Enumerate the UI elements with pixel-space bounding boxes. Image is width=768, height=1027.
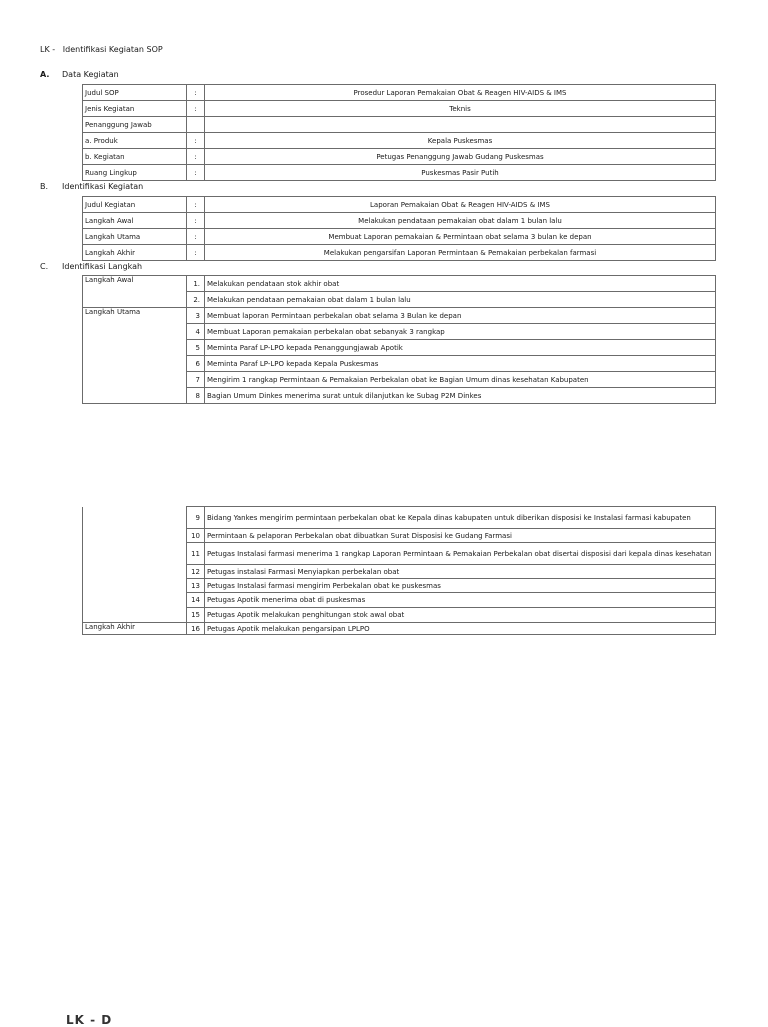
row-label: Langkah Utama xyxy=(83,229,187,245)
step-number: 6 xyxy=(187,356,205,372)
row-separator: : xyxy=(187,149,205,165)
step-number: 12 xyxy=(187,565,205,579)
row-separator: : xyxy=(187,245,205,261)
row-value: Laporan Pemakaian Obat & Reagen HIV-AIDS & IMS xyxy=(205,197,716,213)
step-description: Mengirim 1 rangkap Permintaan & Pemakaian Perbekalan obat ke Bagian Umum dinas kesehatan Kabupaten xyxy=(205,372,716,388)
table-row xyxy=(83,276,716,292)
step-description: Petugas Apotik melakukan penghitungan stok awal obat xyxy=(205,608,716,623)
table-row xyxy=(83,117,716,133)
row-label: Judul Kegiatan xyxy=(83,197,187,213)
step-description: Melakukan pendataan pemakaian obat dalam 1 bulan lalu xyxy=(205,292,716,308)
section-c-heading xyxy=(40,262,142,271)
table-row xyxy=(83,133,716,149)
step-number: 7 xyxy=(187,372,205,388)
step-number: 15 xyxy=(187,608,205,623)
step-description: Petugas Instalasi farmasi menerima 1 rangkap Laporan Permintaan & Pemakaian Perbekalan obat disertai disposisi dari kepala dinas kesehatan xyxy=(205,543,716,565)
step-number: 13 xyxy=(187,579,205,593)
step-description: Meminta Paraf LP-LPO kepada Penanggungjawab Apotik xyxy=(205,340,716,356)
row-separator: : xyxy=(187,85,205,101)
table-row xyxy=(83,308,716,324)
row-separator: : xyxy=(187,213,205,229)
step-number: 9 xyxy=(187,507,205,529)
row-label: Ruang Lingkup xyxy=(83,165,187,181)
langkah-awal-label: Langkah Awal xyxy=(83,276,187,308)
step-description: Bagian Umum Dinkes menerima surat untuk dilanjutkan ke Subag P2M Dinkes xyxy=(205,388,716,404)
row-label: Langkah Awal xyxy=(83,213,187,229)
step-number: 3 xyxy=(187,308,205,324)
table-row xyxy=(83,507,716,529)
step-number: 14 xyxy=(187,593,205,608)
row-value: Kepala Puskesmas xyxy=(205,133,716,149)
section-a-letter: A. xyxy=(40,70,50,79)
section-a-heading xyxy=(40,70,119,79)
langkah-akhir-label: Langkah Akhir xyxy=(83,623,187,635)
row-label: Penanggung Jawab xyxy=(83,117,187,133)
row-value: Prosedur Laporan Pemakaian Obat & Reagen HIV-AIDS & IMS xyxy=(205,85,716,101)
table-row xyxy=(83,229,716,245)
table-row xyxy=(83,197,716,213)
data-kegiatan-table xyxy=(82,84,716,181)
step-description: Permintaan & pelaporan Perbekalan obat dibuatkan Surat Disposisi ke Gudang Farmasi xyxy=(205,529,716,543)
step-number: 8 xyxy=(187,388,205,404)
step-description: Melakukan pendataan stok akhir obat xyxy=(205,276,716,292)
section-b-title: Identifikasi Kegiatan xyxy=(62,182,144,191)
table-row xyxy=(83,245,716,261)
row-value xyxy=(205,117,716,133)
step-description: Bidang Yankes mengirim permintaan perbekalan obat ke Kepala dinas kabupaten untuk diberikan disposisi ke Instalasi farmasi kabupaten xyxy=(205,507,716,529)
table-row xyxy=(83,213,716,229)
identifikasi-langkah-table-part1 xyxy=(82,275,716,404)
table-row xyxy=(83,85,716,101)
row-value: Melakukan pendataan pemakaian obat dalam 1 bulan lalu xyxy=(205,213,716,229)
step-description: Membuat laporan Permintaan perbekalan obat selama 3 Bulan ke depan xyxy=(205,308,716,324)
step-number: 2. xyxy=(187,292,205,308)
table-row xyxy=(83,165,716,181)
section-c-letter: C. xyxy=(40,262,49,271)
identifikasi-langkah-table-part2 xyxy=(82,506,716,635)
step-number: 4 xyxy=(187,324,205,340)
step-number: 10 xyxy=(187,529,205,543)
step-number: 11 xyxy=(187,543,205,565)
step-number: 1. xyxy=(187,276,205,292)
step-description: Membuat Laporan pemakaian perbekalan obat sebanyak 3 rangkap xyxy=(205,324,716,340)
row-value: Teknis xyxy=(205,101,716,117)
step-description: Petugas Apotik menerima obat di puskesmas xyxy=(205,593,716,608)
row-label: Jenis Kegiatan xyxy=(83,101,187,117)
step-description: Petugas Apotik melakukan pengarsipan LPLPO xyxy=(205,623,716,635)
row-label: a. Produk xyxy=(83,133,187,149)
row-label: Langkah Akhir xyxy=(83,245,187,261)
section-b-letter: B. xyxy=(40,182,49,191)
row-separator: : xyxy=(187,197,205,213)
langkah-utama-continued xyxy=(83,507,187,623)
footer-page-mark: LK - D xyxy=(66,1013,113,1027)
step-number: 16 xyxy=(187,623,205,635)
section-c-title: Identifikasi Langkah xyxy=(62,262,143,271)
row-separator xyxy=(187,117,205,133)
row-label: b. Kegiatan xyxy=(83,149,187,165)
row-separator: : xyxy=(187,133,205,149)
row-label: Judul SOP xyxy=(83,85,187,101)
section-b-heading xyxy=(40,182,143,191)
langkah-utama-label: Langkah Utama xyxy=(83,308,187,404)
page-title: LK - Identifikasi Kegiatan SOP xyxy=(40,45,163,54)
table-row xyxy=(83,623,716,635)
step-number: 5 xyxy=(187,340,205,356)
row-separator: : xyxy=(187,165,205,181)
row-value: Melakukan pengarsifan Laporan Permintaan & Pemakaian perbekalan farmasi xyxy=(205,245,716,261)
table-row xyxy=(83,149,716,165)
step-description: Petugas instalasi Farmasi Menyiapkan perbekalan obat xyxy=(205,565,716,579)
row-separator: : xyxy=(187,101,205,117)
section-a-title: Data Kegiatan xyxy=(62,70,119,79)
step-description: Meminta Paraf LP-LPO kepada Kepala Puskesmas xyxy=(205,356,716,372)
row-value: Membuat Laporan pemakaian & Permintaan obat selama 3 bulan ke depan xyxy=(205,229,716,245)
table-row xyxy=(83,101,716,117)
identifikasi-kegiatan-table xyxy=(82,196,716,261)
row-value: Petugas Penanggung Jawab Gudang Puskesmas xyxy=(205,149,716,165)
step-description: Petugas Instalasi farmasi mengirim Perbekalan obat ke puskesmas xyxy=(205,579,716,593)
row-value: Puskesmas Pasir Putih xyxy=(205,165,716,181)
row-separator: : xyxy=(187,229,205,245)
